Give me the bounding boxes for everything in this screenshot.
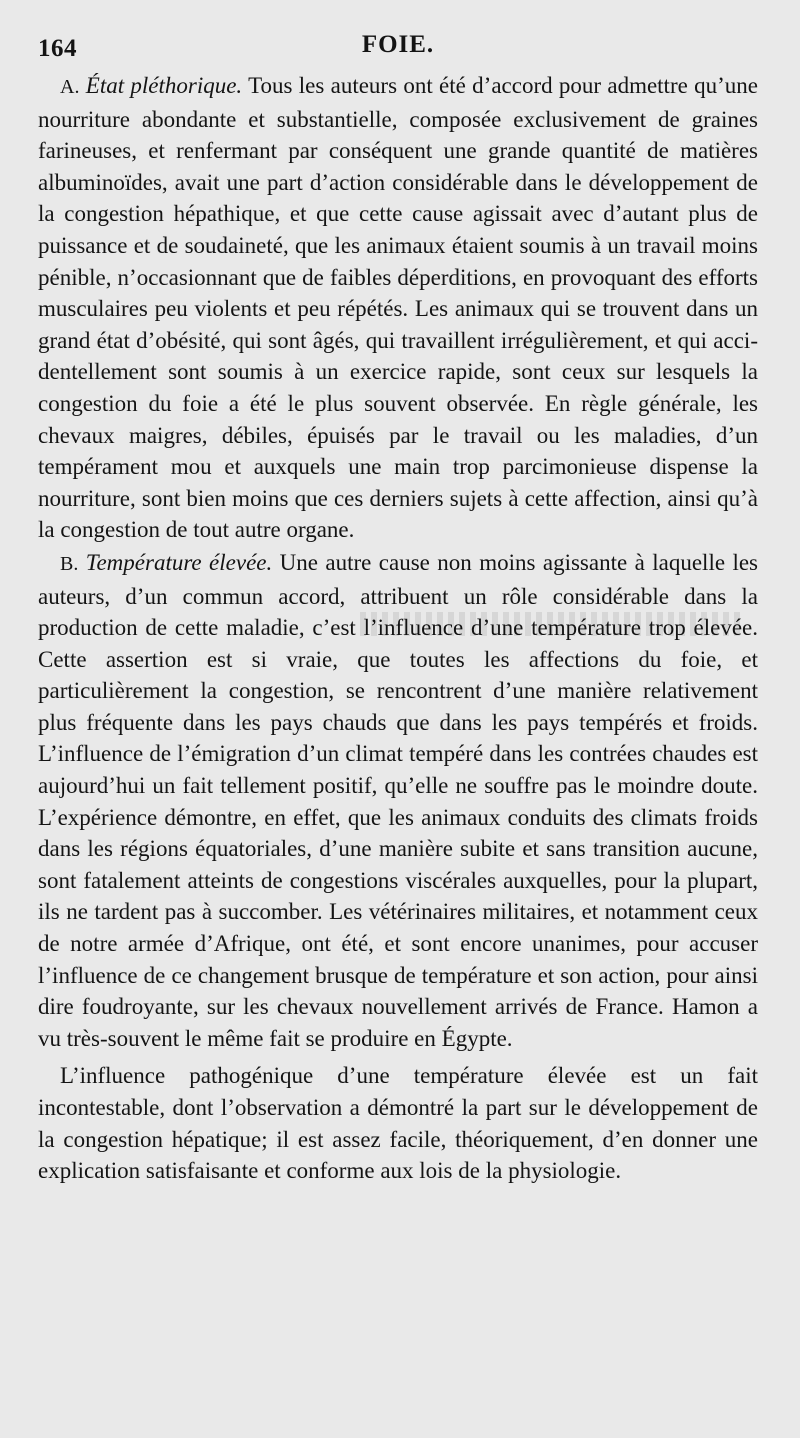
show-through-bleed — [360, 612, 740, 636]
section-marker-b: B. — [60, 552, 79, 575]
running-title: FOIE. — [361, 31, 435, 58]
paragraph-text: L’influence pathogénique d’une température élevée est un fait incontestable, dont l’observation a démontré la part sur le développement de la congestion hépatique; il est assez facile, théoriquement, d’en donner une explication satisfaisante et conforme aux lois de la physiologie. — [38, 1063, 758, 1184]
paragraph-influence-pathogenique — [38, 1060, 758, 1186]
page-number: 164 — [38, 35, 77, 62]
paragraph-etat-plethorique — [38, 70, 758, 546]
section-heading-etat-plethorique: État pléthorique. — [85, 73, 243, 98]
section-marker-a: A. — [60, 76, 80, 98]
paragraph-text: Tous les auteurs ont été d’accord pour admettre qu’une nourriture abondante et substantielle, composée exclusivement de graines farineuses, et renfermant par conséquent une grande quantité de matières albuminoïdes, avait une part d’action considérable dans le développement de la congestion hépathique, et que cette cause agissait avec d’autant plus de puissance et de soudaineté, que les animaux étaient soumis à un travail moins pénible, n’occasionnant que de faibles déperditions, en provoquant des efforts musculaires peu violents et peu répétés. Les animaux qui se trouvent dans un grand état d’obésité, qui sont âgés, qui travaillent irrégulièrement, et qui accidentellement sont soumis à un exercice rapide, sont ceux sur lesquels la congestion du foie a été le plus souvent observée. En règle générale, les chevaux maigres, débiles, épuisés par le travail ou les maladies, d’un tempérament mou et auxquels une main trop parcimonieuse dispense la nourriture, sont bien moins que ces derniers sujets à cette affection, ainsi qu’à la congestion de tout autre organe. — [38, 73, 758, 543]
section-heading-temperature-elevee: Température élevée. — [85, 549, 273, 575]
page-header — [38, 30, 758, 70]
paragraph-text: Une autre cause non moins agissante à laquelle les auteurs, d’un commun accord, attribuent un rôle considérable dans la production de cette maladie, c’est l’influence d’une température trop élevée. Cette assertion est si vraie, que toutes les affections du foie, et particulièrement la congestion, se rencontrent d’une manière relativement plus fréquente dans les pays chauds que dans les pays tempérés et froids. L’influence de l’émigration d’un climat tempéré dans les contrées chaudes est aujourd’hui un fait tellement positif, qu’elle ne souffre pas le moindre doute. L’expérience démontre, en effet, que les animaux conduits des climats froids dans les régions équatoriales, d’une manière subite et sans transition aucune, sont fatalement atteints de congestions viscérales auxquelles, pour la plupart, ils ne tardent pas à succomber. Les vétérinaires militaires, et notamment ceux de notre armée d’Afrique, ont été, et sont encore unanimes, pour accuser l’influence de ce changement brusque de température et son action, pour ainsi dire foudroyante, sur les chevaux nouvellement arrivés de France. Hamon a vu très-souvent le même fait se produire en Égypte. — [38, 549, 759, 1051]
